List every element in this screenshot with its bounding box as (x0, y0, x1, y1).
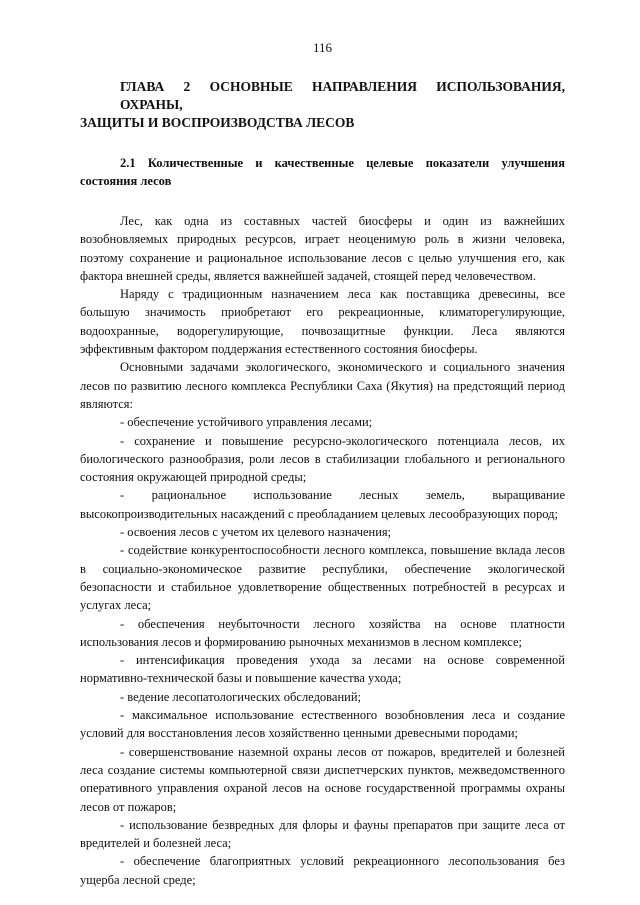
chapter-title (80, 78, 565, 132)
list-item: - содействие конкурентоспособности лесного комплекса, повышение вклада лесов в социально-экономическое развитие республики, обеспечение экологической безопасности и стабильное удовлетворение общественных потребностей в ресурсах и услугах леса; (80, 543, 565, 613)
list-item: - использование безвредных для флоры и фауны препаратов при защите леса от вредителей и болезней леса; (80, 817, 565, 851)
page-number: 116 (312, 40, 333, 55)
chapter-title-line-2: ЗАЩИТЫ И ВОСПРОИЗВОДСТВА ЛЕСОВ (80, 115, 355, 130)
list-item: - ведение лесопатологических обследований; (120, 689, 362, 704)
list-item: - обеспечение благоприятных условий рекреационного лесопользования без ущерба лесной среде; (80, 854, 565, 887)
list-item: - совершенствование наземной охраны лесов от пожаров, вредителей и болезней леса создание системы компьютерной связи диспетчерских пунктов, межведомственного оперативного управления охраной лесов на основе государственной программы охраны лесов от пожаров; (80, 744, 565, 814)
list-item: - максимальное использование естественного возобновления леса и создание условий для восстановления лесов хозяйственно ценными древесными породами; (80, 708, 565, 741)
section-title-line-2: состояния лесов (80, 174, 172, 188)
list-item: - сохранение и повышение ресурсно-экологического потенциала лесов, их биологического разнообразия, роли лесов в стабилизации глобального и регионального состояния окружающей природной среды; (80, 433, 565, 485)
list-item: - интенсификация проведения ухода за лесами на основе современной нормативно-технической базы и повышение качества ухода; (80, 653, 565, 686)
paragraph: Лес, как одна из составных частей биосферы и один из важнейших возобновляемых природных ресурсов, играет неоценимую роль в жизни человека, поэтому сохранение и рациональное использование лесов с целью улучшения его, как фактора внешней среды, является важнейшей задачей, стоящей перед человечеством. (80, 214, 565, 283)
chapter-title-line-1: ГЛАВА 2 ОСНОВНЫЕ НАПРАВЛЕНИЯ ИСПОЛЬЗОВАНИЯ, ОХРАНЫ, (120, 79, 565, 112)
list-item: - обеспечение устойчивого управления лесами; (120, 415, 373, 430)
paragraph: Основными задачами экологического, экономического и социального значения лесов по развитию лесного комплекса Республики Саха (Якутия) на предстоящий период являются: (80, 360, 565, 411)
section-title-line-1: 2.1 Количественные и качественные целевые показатели улучшения (120, 156, 565, 170)
body-text (80, 212, 565, 889)
list-item: - обеспечения неубыточности лесного хозяйства на основе платности использования лесов и формированию рыночных механизмов в лесном комплексе; (80, 616, 565, 649)
list-item: - освоения лесов с учетом их целевого назначения; (120, 525, 392, 540)
section-title (80, 154, 565, 190)
list-item: - рациональное использование лесных земель, выращивание высокопроизводительных насаждений с преобладанием целевых лесообразующих пород; (80, 488, 565, 521)
paragraph: Наряду с традиционным назначением леса как поставщика древесины, все большую значимость приобретают его рекреационные, климаторегулирующие, водоохранные, водорегулирующие, почвозащитные функции. Леса являются эффективным фактором поддержания естественного состояния биосферы. (80, 287, 565, 357)
